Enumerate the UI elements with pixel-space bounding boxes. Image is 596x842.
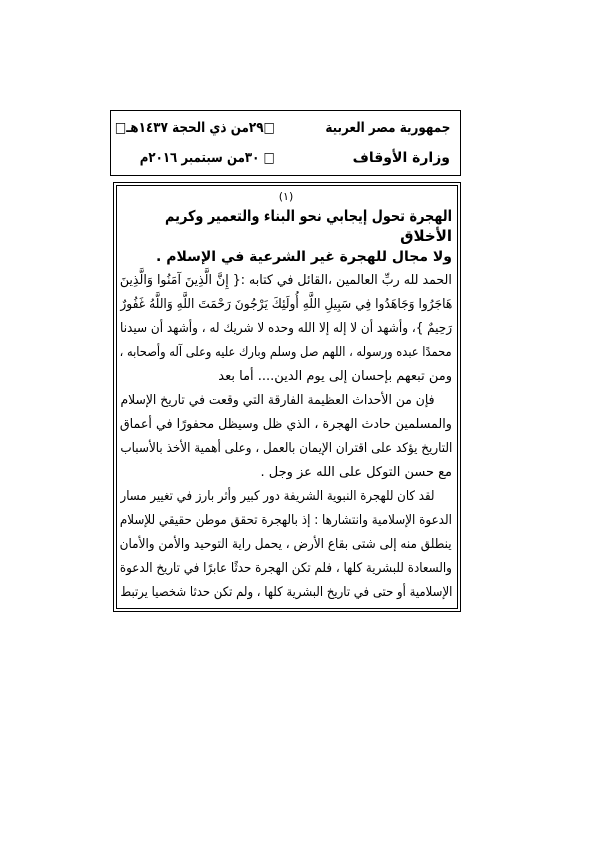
body-line: [120, 437, 452, 461]
body-line-text: الإسلامية أو حتى في تاريخ البشرية كلها ، ولم تكن حدثا شخصيا يرتبط: [120, 585, 452, 600]
paragraph: [120, 389, 452, 485]
sermon-subtitle-text: ولا مجال للهجرة غير الشرعية في الإسلام .: [156, 249, 452, 265]
ministry-name: [350, 149, 450, 167]
body-line: [120, 557, 452, 581]
sermon-frame: [113, 182, 461, 612]
paragraph: [120, 485, 452, 605]
body-line: [120, 341, 452, 365]
body-line: [120, 413, 452, 437]
body-line-text: التاريخ يؤكد على اقتران الإيمان بالعمل ، وعلى أهمية الأخذ بالأسباب: [120, 441, 452, 456]
sermon-subtitle: [120, 247, 452, 267]
hijri-date-text: □٢٩من ذي الحجة ١٤٣٧هـ□: [115, 120, 275, 136]
body-line: [120, 389, 434, 413]
ministry-name-text: وزارة الأوقاف: [352, 150, 450, 166]
country-name-text: جمهورية مصر العربية: [325, 120, 450, 136]
paragraph: [120, 269, 452, 389]
country-name: [325, 119, 450, 137]
hijri-date: [115, 119, 275, 137]
sermon-title-line-text: الأخلاق: [400, 227, 452, 245]
body-line: [120, 365, 452, 389]
page-number: (١): [278, 190, 294, 203]
body-line-text: فإن من الأحداث العظيمة الفارقة التي وقعت في تاريخ الإسلام: [120, 393, 434, 408]
sermon-title-line: [120, 226, 452, 246]
body-line: [120, 509, 452, 533]
body-line: [120, 533, 452, 557]
body-line-text: والمسلمين حادث الهجرة ، الذي ظل وسيظل محفورًا في أعماق: [120, 417, 452, 432]
sermon-title-line: [165, 206, 452, 226]
body-line: [120, 293, 452, 317]
body-line-text: رَحِيمٌ }، وأشهد أن لا إله إلا الله وحده لا شريك له ، وأشهد أن سيدنا: [120, 321, 452, 336]
sermon-title-line-text: الهجرة تحول إيجابي نحو البناء والتعمير وكريم: [165, 207, 452, 225]
body-line-text: ومن تبعهم بإحسان إلى يوم الدين.... أما بعد: [218, 369, 452, 384]
body-line: [120, 317, 452, 341]
body-line: [120, 581, 452, 605]
letterhead: [110, 110, 461, 176]
body-line-text: مع حسن التوكل على الله عز وجل .: [260, 465, 452, 480]
body-line-text: ينطلق منه إلى شتى بقاع الأرض ، يحمل راية التوحيد والأمن والأمان: [120, 537, 452, 552]
body-line-text: الدعوة الإسلامية وانتشارها : إذ بالهجرة تحقق موطن حقيقي للإسلام: [120, 513, 452, 528]
body-line-text: هَاجَرُوا وَجَاهَدُوا فِي سَبِيلِ اللَّهِ أُولَئِكَ يَرْجُونَ رَحْمَتَ اللَّهِ وَاللَّهُ غَفُورٌ: [120, 297, 452, 312]
gregorian-date-text: □ ٣٠من سبتمبر ٢٠١٦م: [140, 150, 275, 166]
body-line-text: محمدًا عبده ورسوله ، اللهم صل وسلم وبارك عليه وعلى آله وأصحابه ،: [120, 345, 452, 360]
body-line: [120, 485, 434, 509]
body-line: [120, 269, 452, 293]
body-line: [120, 461, 452, 485]
body-line-text: لقد كان للهجرة النبوية الشريفة دور كبير وأثر بارز في تغيير مسار: [120, 489, 434, 504]
body-line-text: الحمد لله ربِّ العالمين ،القائل في كتابه :{ إِنَّ الَّذِينَ آمَنُوا وَالَّذِينَ: [120, 273, 452, 288]
body-line-text: والسعادة للبشرية كلها ، فلم تكن الهجرة حدثًا عابرًا في تاريخ الدعوة: [120, 561, 452, 576]
gregorian-date: [140, 149, 275, 167]
